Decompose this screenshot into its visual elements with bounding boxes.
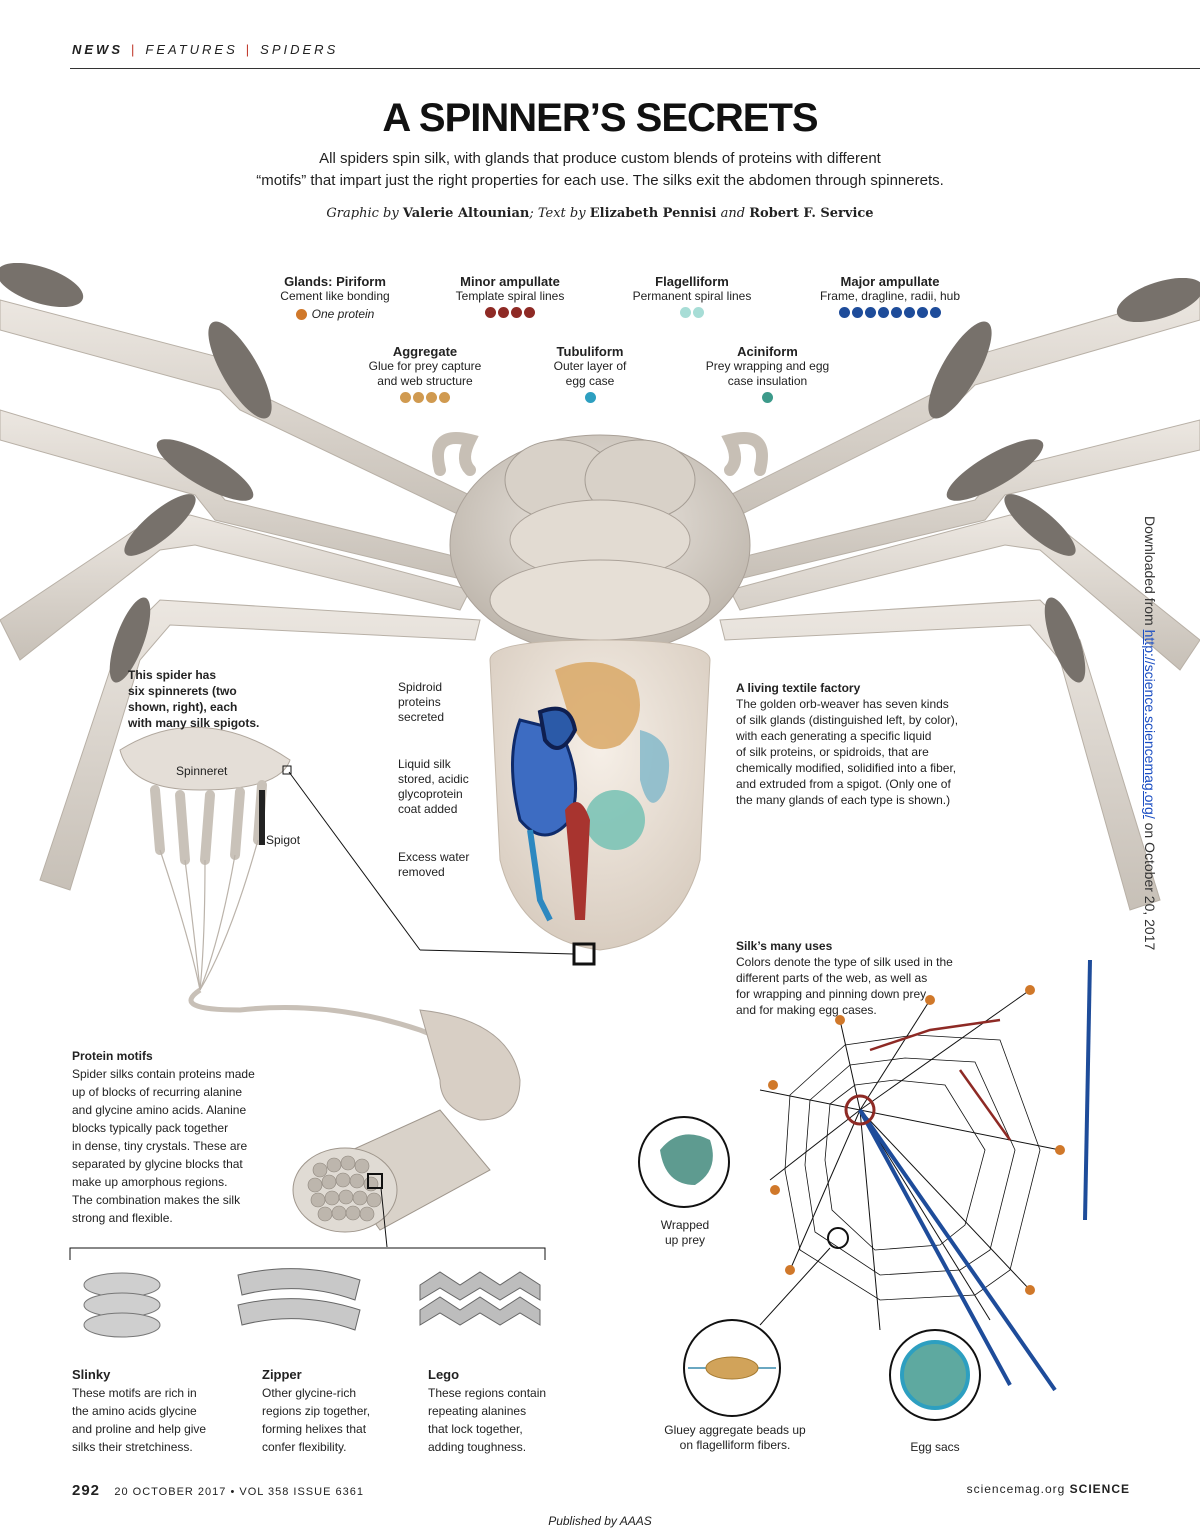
gland-piriform-name: Glands: Piriform <box>284 274 386 289</box>
wrapped-prey-inset <box>639 1117 729 1207</box>
credit-graphic-label: Graphic by <box>326 206 399 221</box>
cephalothorax <box>438 435 762 655</box>
piriform-dot <box>296 309 307 320</box>
gland-aciniform-name: Aciniform <box>737 344 798 359</box>
factory-note: A living textile factory The golden orb-weaver has seven kinds of silk glands (distinguished left, by color), with each generating a specific liquid of silk proteins, or spidroids, that are chemically modified, solidified into a fiber, and extruded from a spigot. (Only one of the many glands of each type is shown.) <box>736 680 996 808</box>
wrapped-prey-label: Wrapped up prey <box>660 1218 710 1247</box>
gland-aggregate <box>340 344 510 403</box>
motif-zipper: Zipper Other glycine-rich regions zip together, forming helixes that confer flexibility. <box>262 1366 412 1456</box>
footer-journal <box>940 1482 1130 1496</box>
orb-web <box>760 960 1090 1390</box>
protein-motifs-note: Protein motifs Spider silks contain proteins made up of blocks of recurring alanine and glycine amino acids. Alanine blocks typically pack together in dense, tiny crystals. These are separated by glycine blocks that make up amorphous regions. The combination makes the silk strong and flexible. <box>72 1047 302 1227</box>
gland-tubuliform-name: Tubuliform <box>556 344 624 359</box>
zipper-icon <box>238 1269 360 1330</box>
credit-text-label: ; Text by <box>529 206 586 221</box>
gland-aggregate-desc-2: and web structure <box>377 374 473 388</box>
gluey-label: Gluey aggregate beads up on flagelliform fibers. <box>664 1423 806 1452</box>
gland-tubuliform-desc-2: egg case <box>565 374 615 388</box>
spinneret-note-line-1: This spider has <box>128 668 217 682</box>
excess-water-label: Excess water removed <box>398 850 470 879</box>
spinneret-label: Spinneret <box>176 764 228 778</box>
footer-issue <box>72 1482 364 1499</box>
egg-sacs-label: Egg sacs <box>910 1440 960 1454</box>
gland-aggregate-desc: Glue for prey capture <box>368 359 482 373</box>
gland-flagelliform-desc: Permanent spiral lines <box>632 289 752 303</box>
egg-sacs-inset <box>890 1330 980 1420</box>
protein-heading: Protein motifs <box>72 1049 153 1063</box>
published-by: Published by AAAS <box>548 1514 652 1528</box>
gland-aciniform <box>680 344 855 403</box>
spinneret-note <box>128 667 298 731</box>
credit-graphic-name: Valerie Altounian <box>402 206 530 221</box>
motif-slinky-name: Slinky <box>72 1367 111 1382</box>
deck-line-1: All spiders spin silk, with glands that produce custom blends of proteins with different <box>319 150 881 167</box>
slinky-icon <box>84 1273 160 1337</box>
spinneret-note-line-2: six spinnerets (two <box>128 684 237 698</box>
journal-name: SCIENCE <box>1069 1482 1130 1496</box>
gland-aciniform-desc-2: case insulation <box>727 374 808 388</box>
credit-text-name-2: Robert F. Service <box>749 206 874 221</box>
gland-tubuliform-desc: Outer layer of <box>553 359 627 373</box>
deck-line-2: “motifs” that impart just the right properties for each use. The silks exit the abdomen through spinnerets. <box>256 172 944 189</box>
gland-tubuliform <box>515 344 665 403</box>
gland-flagelliform-name: Flagelliform <box>655 274 729 289</box>
spider-illustration <box>0 240 1200 1500</box>
page-number: 292 <box>72 1482 101 1499</box>
gluey-beads-inset <box>684 1320 780 1416</box>
deck <box>200 148 1000 192</box>
motif-zipper-name: Zipper <box>262 1367 302 1382</box>
gland-major-ampullate-name: Major ampullate <box>840 274 940 289</box>
credit-and: and <box>720 206 746 221</box>
spinneret-note-line-4: with many silk spigots. <box>128 716 260 730</box>
motif-lego-name: Lego <box>428 1367 460 1382</box>
gland-flagelliform <box>607 274 777 318</box>
gland-one-protein-key: One protein <box>311 307 375 321</box>
liquid-silk-label: Liquid silk stored, acidic glycoprotein coat added <box>398 757 469 816</box>
gland-major-ampullate-desc: Frame, dragline, radii, hub <box>819 289 961 303</box>
spidroid-label: Spidroid proteins secreted <box>398 680 445 724</box>
byline <box>200 206 1000 221</box>
section-header: NEWS | FEATURES | SPIDERS <box>72 42 339 57</box>
gland-piriform <box>250 274 420 322</box>
factory-heading: A living textile factory <box>736 681 861 695</box>
gland-major-ampullate <box>790 274 990 318</box>
section-sub2: SPIDERS <box>260 42 339 57</box>
page-title: A SPINNER’S SECRETS <box>382 96 818 140</box>
abdomen <box>490 640 710 964</box>
download-note <box>1142 516 1158 1016</box>
gland-aciniform-desc: Prey wrapping and egg <box>705 359 830 373</box>
spinneret-note-line-3: shown, right), each <box>128 700 238 714</box>
download-suffix: on October 20, 2017 <box>1142 822 1158 951</box>
gland-piriform-desc: Cement like bonding <box>280 289 390 303</box>
motif-lego: Lego These regions contain repeating alanines that lock together, adding toughness. <box>428 1366 578 1456</box>
lego-icon <box>420 1272 540 1325</box>
uses-note: Silk’s many uses Colors denote the type of silk used in the different parts of the web, as well as for wrapping and pinning down prey and for making egg cases. <box>736 938 996 1018</box>
section-sub1: FEATURES <box>145 42 238 57</box>
header-rule <box>70 68 1200 69</box>
gland-minor-ampullate-name: Minor ampullate <box>460 274 560 289</box>
motif-slinky: Slinky These motifs are rich in the amino acids glycine and proline and help give silks their stretchiness. <box>72 1366 242 1456</box>
gland-minor-ampullate-desc: Template spiral lines <box>455 289 565 303</box>
download-prefix: Downloaded from <box>1142 516 1158 626</box>
issue-info: 20 OCTOBER 2017 • VOL 358 ISSUE 6361 <box>114 1486 364 1498</box>
spigot-label: Spigot <box>266 833 301 847</box>
gland-aggregate-name: Aggregate <box>392 344 458 359</box>
credit-text-name: Elizabeth Pennisi <box>589 206 717 221</box>
download-link[interactable]: http://science.sciencemag.org/ <box>1142 629 1158 819</box>
gland-minor-ampullate <box>425 274 595 318</box>
uses-heading: Silk’s many uses <box>736 939 833 953</box>
section-label: NEWS <box>72 42 123 57</box>
journal-site: sciencemag.org <box>966 1482 1066 1496</box>
